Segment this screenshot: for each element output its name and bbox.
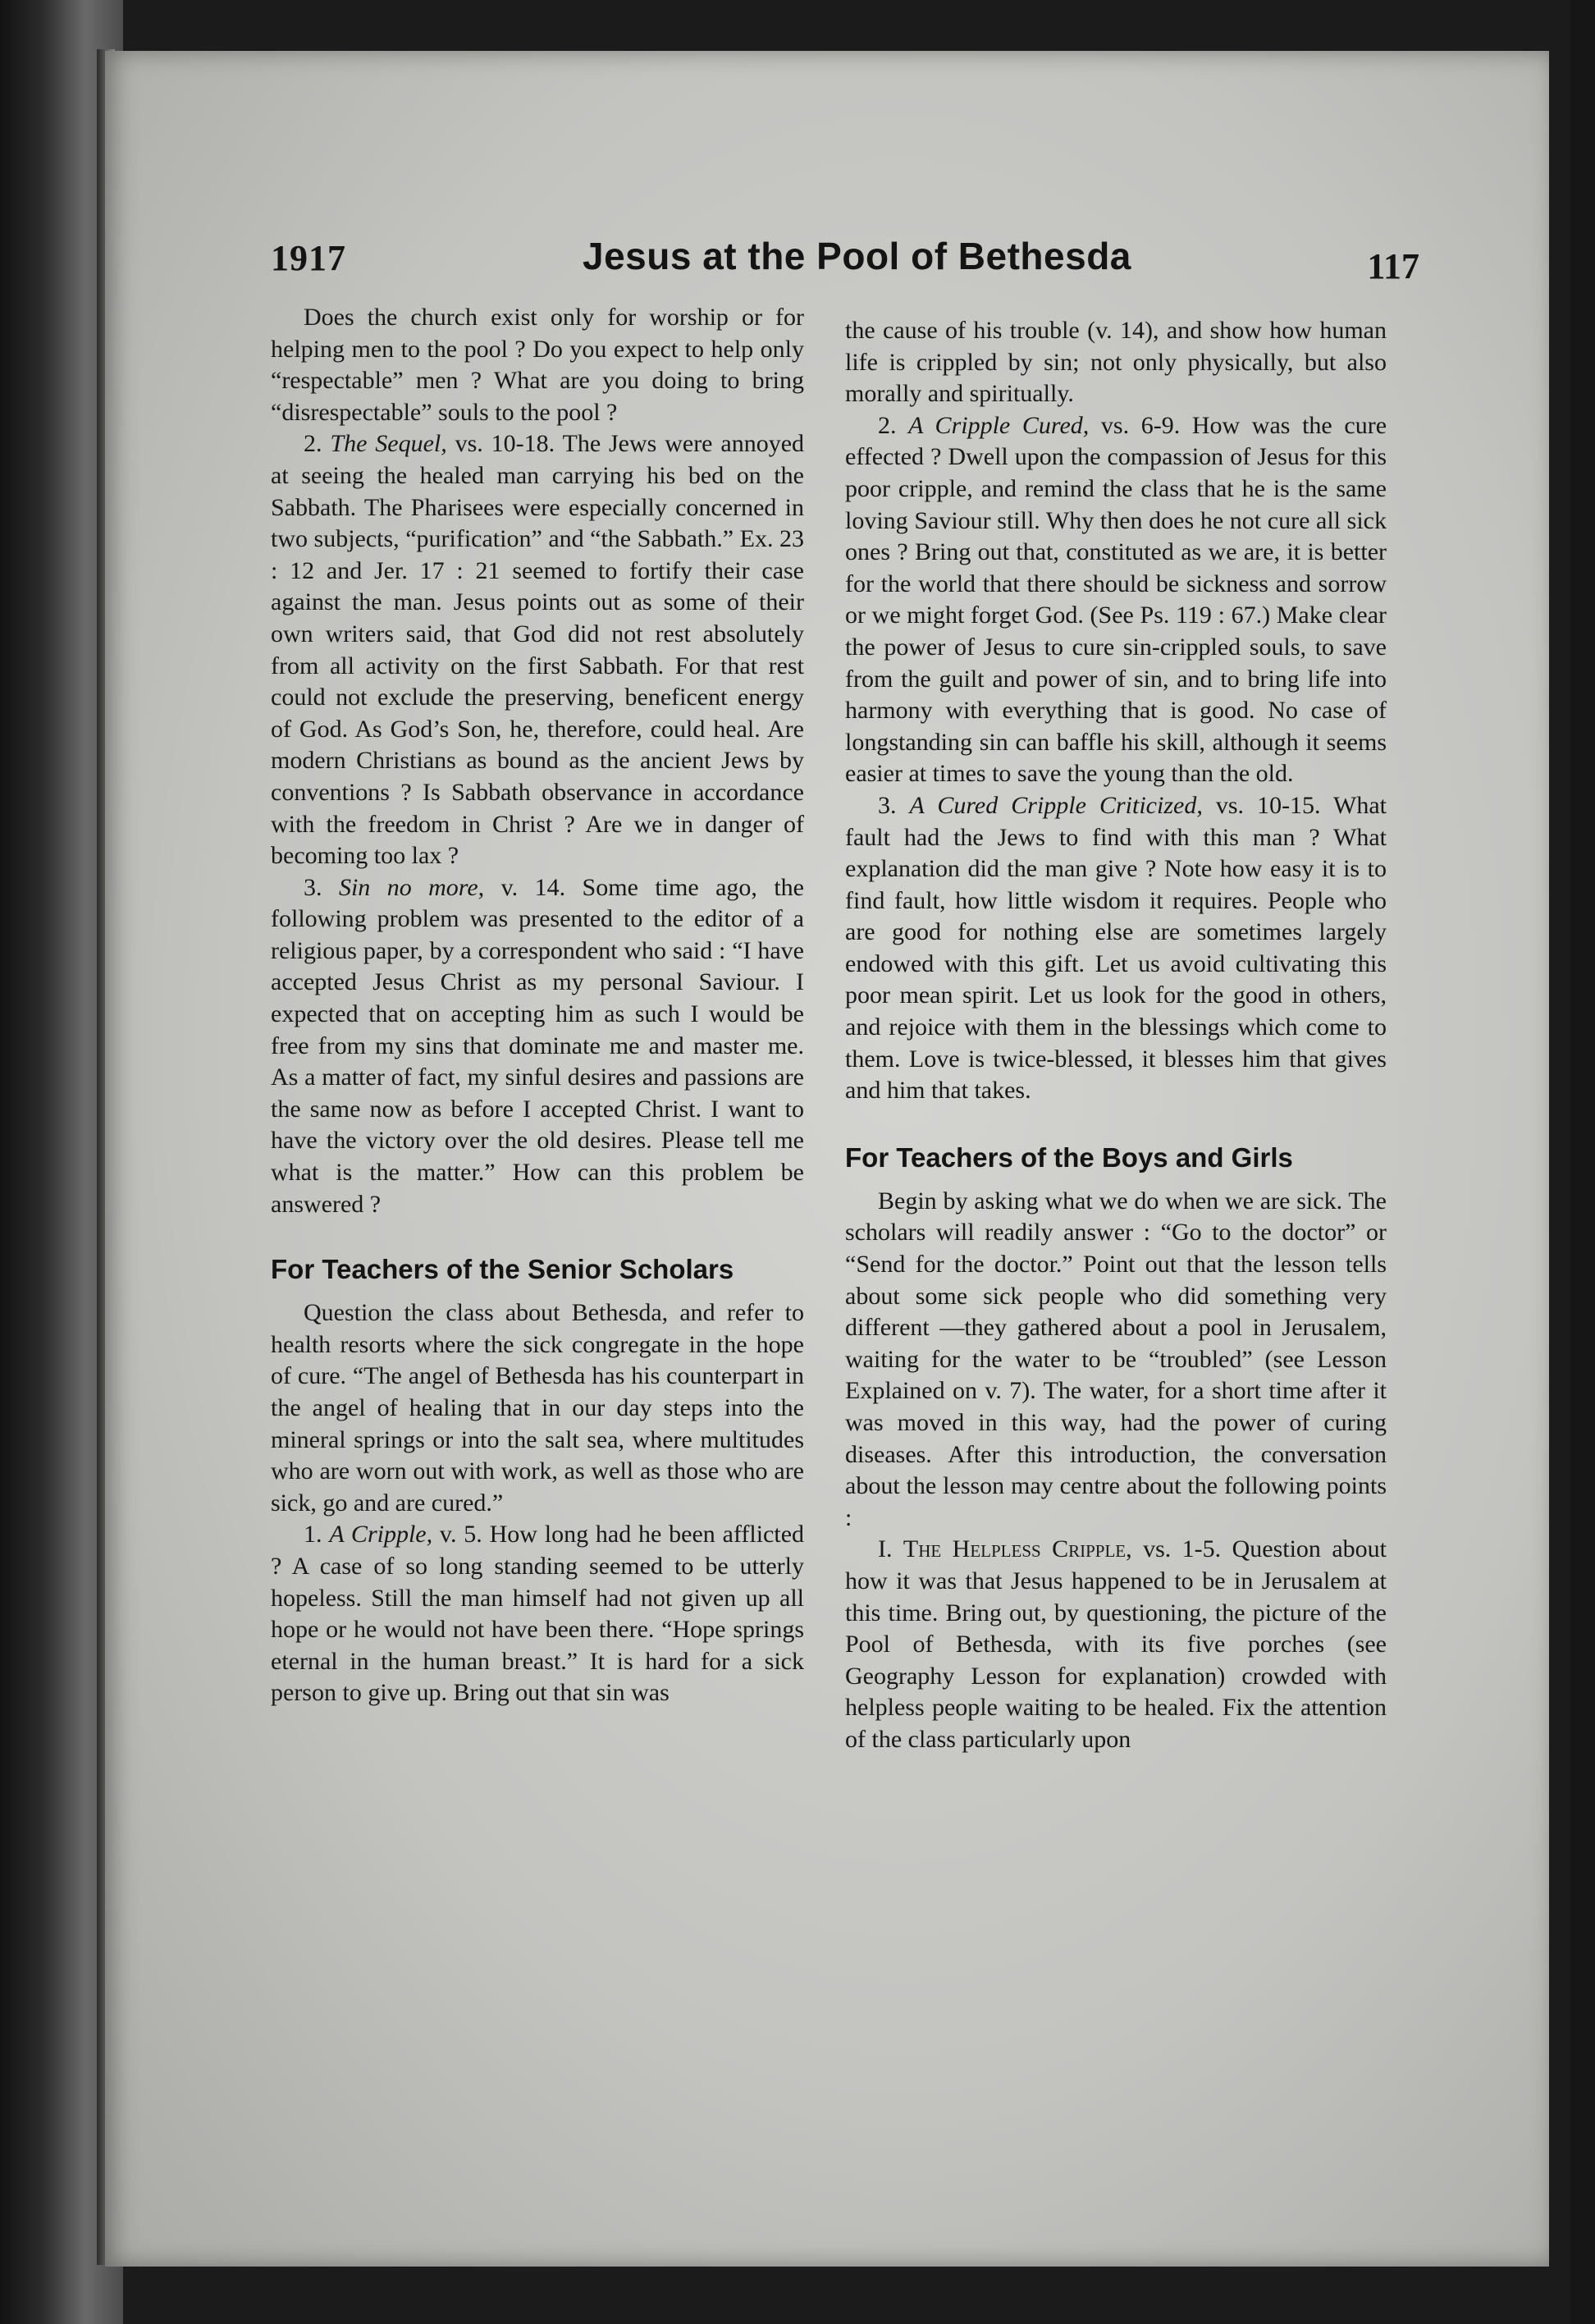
page-header <box>271 234 1419 291</box>
point-reference: A Cripple, <box>329 1521 433 1549</box>
scan-background-right <box>1570 0 1595 2324</box>
paragraph: Question the class about Bethesda, and refer to health resorts where the sick congregate in the hope of cure. “The angel of Bethesda has his counterpart in the angel of healing that in our day steps into the mineral springs or into the salt sea, where multitudes who are worn out with work, as well as those who are sick, go and are cured.” <box>271 1299 804 1517</box>
paragraph: Does the church exist only for worship or for helping men to the pool ? Do you expect to help only “respectable” men ? What are you doing to bring “disrespectable” souls to the pool ? <box>271 304 804 426</box>
page-year: 1917 <box>271 238 346 278</box>
right-column <box>845 315 1387 1756</box>
paragraph: 2. The Sequel, vs. 10-18. The Jews were annoyed at seeing the healed man carrying his bed on the Sabbath. The Pharisees were especially concerned in two subjects, “purification” and “the Sabbath.” Ex. 23 : 12 and Jer. 17 : 21 seemed to fortify their case against the man. Jesus points out as some of their own writers said, that God did not rest absolutely from all activity on the first Sabbath. For that rest could not exclude the preserving, beneficent energy of God. As God’s Son, he, therefore, could heal. Are modern Christians as bound as the ancient Jews by conventions ? Is Sabbath observance in accordance with the freedom in Christ ? Are we in danger of becoming too lax ? <box>271 430 805 870</box>
section-heading: For Teachers of the Senior Scholars <box>271 1254 734 1285</box>
paragraph: 1. A Cripple, v. 5. How long had he been afflicted ? A case of so long standing seemed to be utterly hopeless. Still the man himself had not given up all hope or he would not have been there. “Hope springs eternal in the human breast.” It is hard for a sick person to give up. Bring out that sin was <box>271 1521 805 1707</box>
point-reference: A Cured Cripple Criticized, <box>909 791 1203 819</box>
point-reference: Sin no more, <box>338 873 485 901</box>
page-number: 117 <box>1367 246 1419 286</box>
paragraph: Begin by asking what we do when we are sick. The scholars will readily answer : “Go to the doctor” or “Send for the doctor.” Point out that the lesson tells about some sick people who did something very different —they gathered about a pool in Jerusalem, waiting for the water to be “troubled” (see Lesson Explained on v. 7). The water, for a short time after it was moved in this way, had the power of curing diseases. After this introduction, the conversation about the lesson may centre about the following points : <box>845 1187 1387 1531</box>
paragraph: I. The Helpless Cripple, vs. 1-5. Question about how it was that Jesus happened to be in Jerusalem at this time. Bring out, by questioning, the picture of the Pool of Bethesda, with its five porches (see Geography Lesson for explanation) crowded with helpless people waiting to be healed. Fix the attention of the class particularly upon <box>845 1535 1387 1753</box>
point-reference: The Sequel, <box>330 430 447 458</box>
paragraph: 2. A Cripple Cured, vs. 6-9. How was the cure effected ? Dwell upon the compassion of Jesus for this poor cripple, and remind the class that he is the same loving Saviour still. Why then does he not cure all sick ones ? Bring out that, constituted as we are, it is better for the world that there should be sickness and sorrow or we might forget God. (See Ps. 119 : 67.) Make clear the power of Jesus to cure sin-crippled souls, to save from the guilt and power of sin, and to bring life into harmony with everything that is good. No case of longstanding sin can baffle his skill, although it seems easier at times to save the young than the old. <box>845 411 1387 788</box>
point-reference: The Helpless Cripple, <box>903 1535 1132 1563</box>
section-heading: For Teachers of the Boys and Girls <box>845 1141 1293 1173</box>
page-title: Jesus at the Pool of Bethesda <box>583 235 1131 277</box>
paragraph: 3. A Cured Cripple Criticized, vs. 10-15. What fault had the Jews to find with this man ? What explanation did the man give ? Note how easy it is to find fault, how little wisdom it requires. People who are good for nothing else are sometimes largely endowed with this gift. Let us avoid cultivating this poor mean spirit. Let us look for the good in others, and rejoice with them in the blessings which come to them. Love is twice-blessed, it blesses him that gives and him that takes. <box>845 791 1387 1105</box>
paragraph: the cause of his trouble (v. 14), and show how human life is crippled by sin; not only physically, but also morally and spiritually. <box>845 317 1387 408</box>
left-column <box>271 302 804 1709</box>
point-reference: A Cripple Cured, <box>908 411 1090 439</box>
paragraph: 3. Sin no more, v. 14. Some time ago, the following problem was presented to the editor of a religious paper, by a correspondent who said : “I have accepted Jesus Christ as my personal Saviour. I expected that on accepting him as such I would be free from my sins that dominate me and master me. As a matter of fact, my sinful desires and passions are the same now as before I accepted Christ. I want to have the victory over the old desires. Please tell me what is the matter.” How can this problem be answered ? <box>271 873 804 1218</box>
